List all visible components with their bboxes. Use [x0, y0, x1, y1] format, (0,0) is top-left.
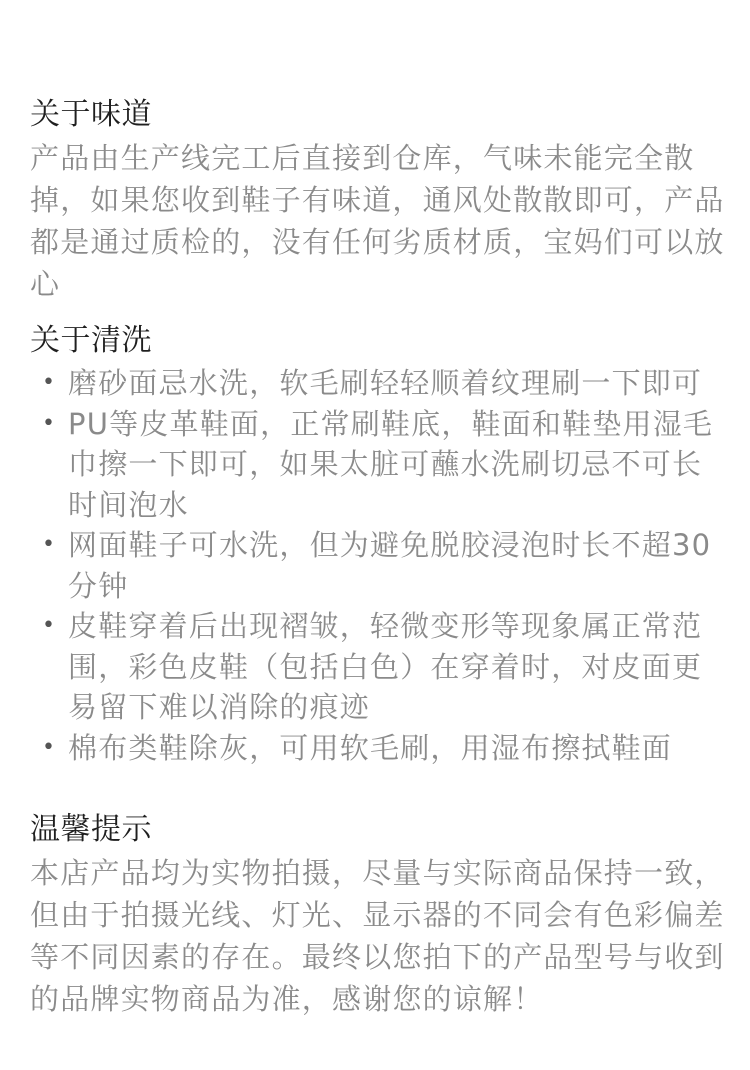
list-item [30, 728, 730, 769]
smell-heading: 关于味道 [30, 97, 152, 132]
list-item-text: 网面鞋子可水洗，但为避免脱胶浸泡时长不超30分钟 [68, 528, 712, 603]
tips-text: 本店产品均为实物拍摄，尽量与实际商品保持一致，但由于拍摄光线、灯光、显示器的不同会有色彩偏差等不同因素的存在。最终以您拍下的产品型号与收到的品牌实物商品为准，感谢您的谅解！ [30, 856, 725, 1016]
list-item-text: 皮鞋穿着后出现褶皱，轻微变形等现象属正常范围，彩色皮鞋（包括白色）在穿着时，对皮面更易留下难以消除的痕迹 [68, 609, 703, 724]
smell-text: 产品由生产线完工后直接到仓库，气味未能完全散掉，如果您收到鞋子有味道，通风处散散即可，产品都是通过质检的，没有任何劣质材质，宝妈们可以放心 [30, 141, 725, 301]
list-item [30, 606, 730, 728]
list-item-text: 磨砂面忌水洗，软毛刷轻轻顺着纹理刷一下即可 [68, 366, 703, 400]
bullet-dot-icon: • [42, 734, 57, 760]
list-item [30, 363, 730, 404]
section-smell [30, 95, 730, 305]
bullet-dot-icon: • [42, 370, 57, 395]
section-cleaning [30, 321, 730, 768]
list-item-text: PU等皮革鞋面，正常刷鞋底，鞋面和鞋垫用湿毛巾擦一下即可，如果太脏可蘸水洗刷切忌不可长时间泡水 [68, 406, 714, 522]
list-item-text: 棉布类鞋除灰，可用软毛刷，用湿布擦拭鞋面 [68, 730, 673, 765]
bullet-dot-icon: • [42, 613, 57, 638]
bullet-dot-icon: • [42, 532, 57, 557]
bullet-dot-icon: • [42, 410, 57, 436]
list-item [30, 404, 730, 526]
tips-heading: 温馨提示 [30, 812, 152, 847]
cleaning-list [30, 363, 730, 768]
section-tips [30, 810, 730, 1020]
list-item [30, 525, 730, 606]
cleaning-heading: 关于清洗 [30, 323, 152, 358]
